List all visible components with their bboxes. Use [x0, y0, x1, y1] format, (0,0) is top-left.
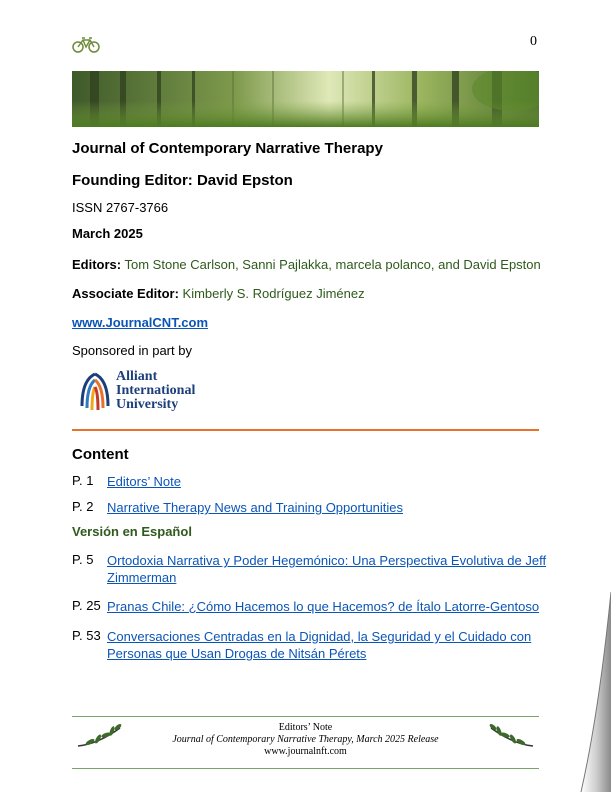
spanish-heading: Versión en Español — [72, 524, 192, 539]
logo-text-line-3: University — [116, 397, 179, 412]
logo-text-line-1: Alliant — [116, 369, 158, 384]
page-number: 0 — [530, 34, 537, 49]
journal-title: Journal of Contemporary Narrative Therapy — [72, 140, 383, 157]
toc-link-editors-note[interactable]: Editors’ Note — [107, 474, 181, 489]
olive-branch-right-icon — [487, 722, 535, 750]
logo-text-line-2: International — [116, 383, 196, 398]
content-heading: Content — [72, 446, 129, 463]
toc-page-number: P. 1 — [72, 473, 94, 488]
editors-label: Editors: — [72, 257, 122, 272]
associate-editor-label: Associate Editor: — [72, 286, 179, 301]
bicycle-icon — [72, 36, 100, 54]
toc-page-number: P. 53 — [72, 628, 101, 643]
footer-section-title: Editors’ Note — [278, 722, 333, 733]
footer-top-rule — [72, 716, 539, 717]
toc-link-conversaciones[interactable]: Conversaciones Centradas en la Dignidad, la Seguridad y el Cuidado con Personas que Usan Drogas de Nitsán Pérets — [107, 629, 532, 661]
issn: ISSN 2767-3766 — [72, 200, 169, 215]
editors-line — [72, 257, 541, 272]
associate-editor-name: Kimberly S. Rodríguez Jiménez — [182, 286, 365, 301]
toc-page-number: P. 5 — [72, 552, 94, 567]
alliant-emblem-icon — [76, 370, 114, 412]
orange-divider — [72, 429, 539, 431]
toc-page-number: P. 2 — [72, 499, 94, 514]
editors-names: Tom Stone Carlson, Sanni Pajlakka, marcela polanco, and David Epston — [124, 257, 541, 272]
footer-bottom-rule — [72, 768, 539, 769]
olive-branch-left-icon — [76, 722, 124, 750]
sponsored-text: Sponsored in part by — [72, 343, 192, 358]
toc-link-pranas[interactable]: Pranas Chile: ¿Cómo Hacemos lo que Hacemos? de Ítalo Latorre-Gentoso — [107, 599, 540, 614]
toc-link-news[interactable]: Narrative Therapy News and Training Opportunities — [107, 500, 404, 515]
associate-editor-line — [72, 286, 365, 301]
toc-page-number: P. 25 — [72, 598, 101, 613]
issue-date: March 2025 — [72, 226, 143, 241]
page-curl-graphic — [541, 592, 611, 792]
forest-banner-image — [72, 71, 539, 127]
founding-editor: Founding Editor: David Epston — [72, 172, 293, 189]
alliant-university-logo — [72, 368, 212, 416]
toc-link-ortodoxia[interactable]: Ortodoxia Narrativa y Poder Hegemónico: Una Perspectiva Evolutiva de Jeff Zimmerman — [107, 553, 547, 585]
website-link[interactable]: www.JournalCNT.com — [72, 315, 209, 330]
footer-journal-release: Journal of Contemporary Narrative Therapy, March 2025 Release — [172, 734, 439, 745]
footer-website: www.journalnft.com — [264, 746, 347, 757]
